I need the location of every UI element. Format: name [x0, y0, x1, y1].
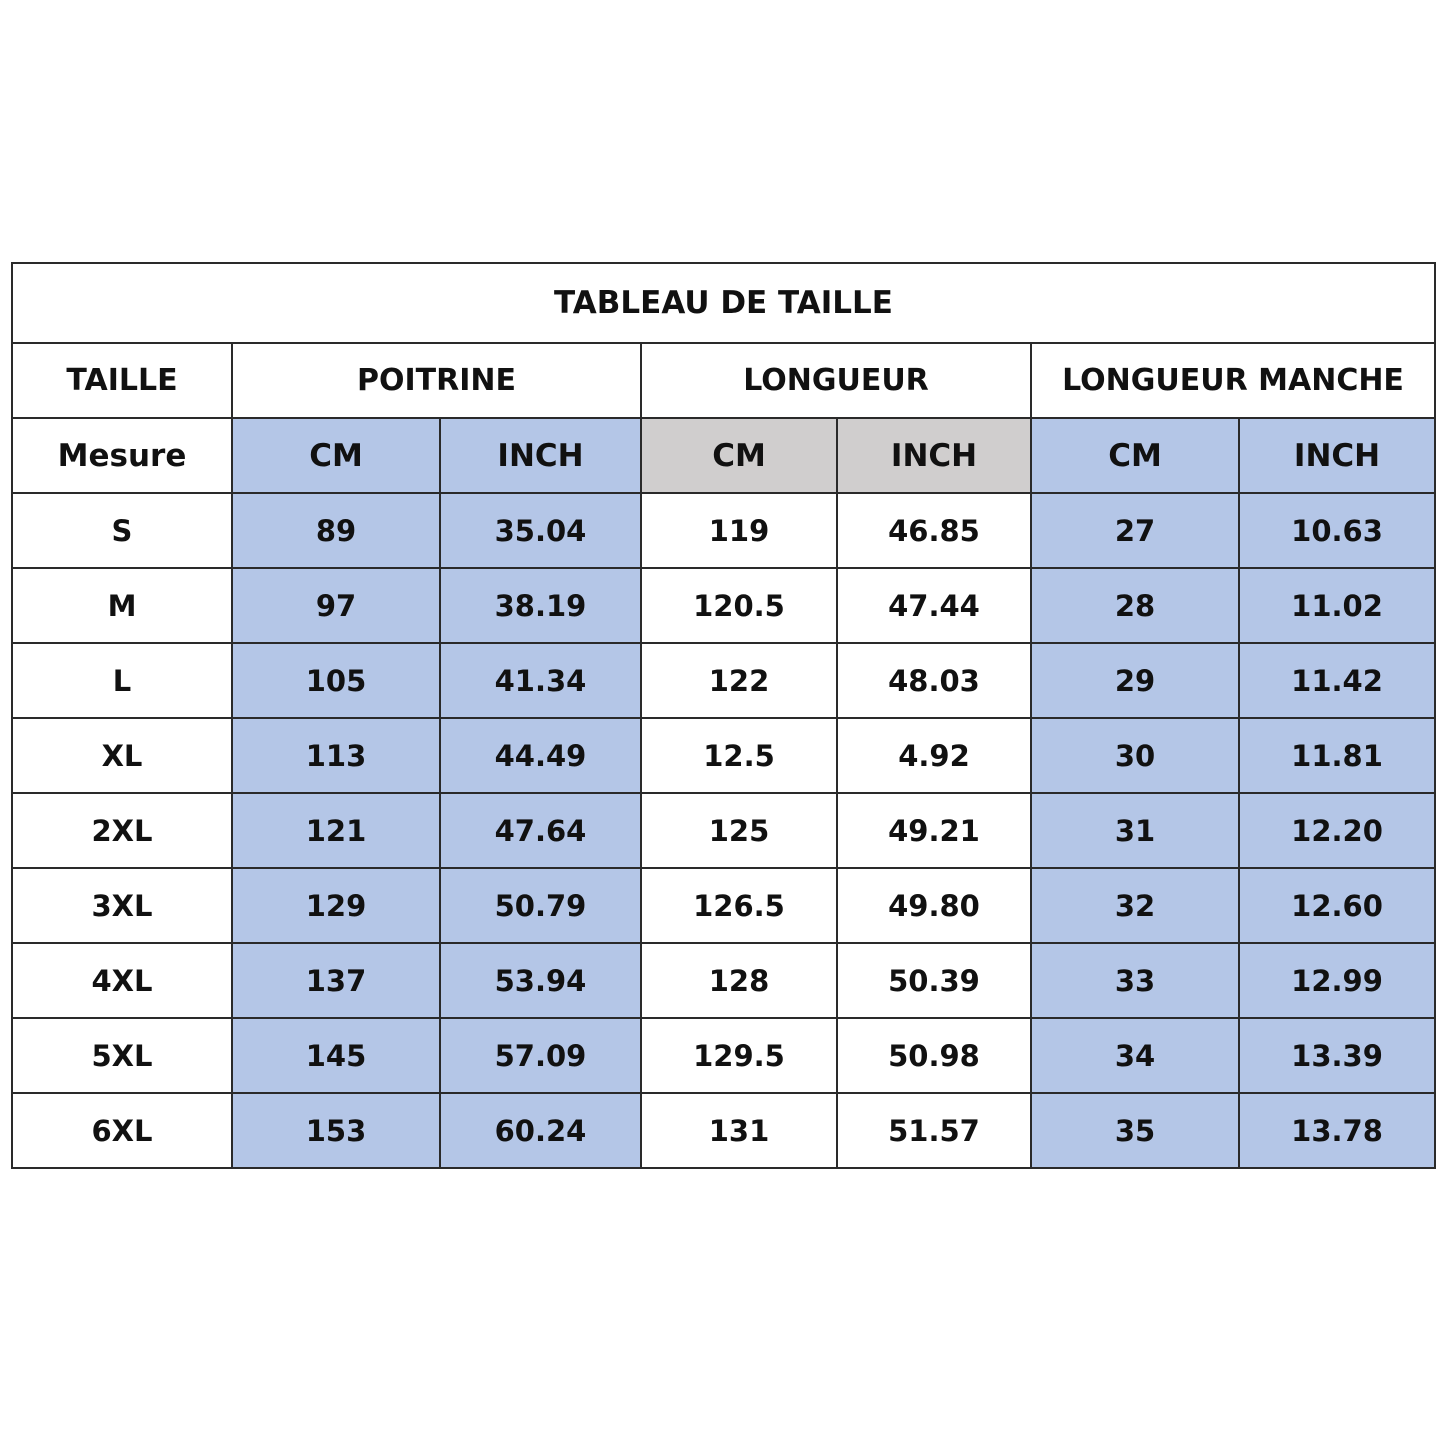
cell-chest-cm: 145 [232, 1018, 440, 1093]
unit-header-chest-cm: CM [232, 418, 440, 493]
cell-chest-inch: 41.34 [440, 643, 641, 718]
cell-chest-cm: 89 [232, 493, 440, 568]
size-label: S [12, 493, 232, 568]
cell-chest-cm: 113 [232, 718, 440, 793]
cell-length-cm: 131 [641, 1093, 837, 1168]
unit-header-chest-inch: INCH [440, 418, 641, 493]
table-row [12, 868, 1435, 943]
cell-sleeve-cm: 32 [1031, 868, 1239, 943]
cell-length-cm: 125 [641, 793, 837, 868]
cell-sleeve-cm: 29 [1031, 643, 1239, 718]
cell-length-inch: 50.98 [837, 1018, 1031, 1093]
table-row [12, 793, 1435, 868]
cell-sleeve-cm: 30 [1031, 718, 1239, 793]
cell-chest-cm: 97 [232, 568, 440, 643]
size-label: 3XL [12, 868, 232, 943]
cell-sleeve-cm: 33 [1031, 943, 1239, 1018]
table-row [12, 1093, 1435, 1168]
cell-sleeve-cm: 31 [1031, 793, 1239, 868]
group-header-row [12, 343, 1435, 418]
cell-sleeve-inch: 10.63 [1239, 493, 1435, 568]
cell-chest-cm: 153 [232, 1093, 440, 1168]
cell-length-cm: 122 [641, 643, 837, 718]
table-row [12, 718, 1435, 793]
cell-sleeve-inch: 13.78 [1239, 1093, 1435, 1168]
table-title: TABLEAU DE TAILLE [12, 263, 1435, 343]
size-label: 2XL [12, 793, 232, 868]
group-header-chest: POITRINE [232, 343, 641, 418]
cell-chest-inch: 57.09 [440, 1018, 641, 1093]
cell-length-inch: 47.44 [837, 568, 1031, 643]
table-body [12, 263, 1435, 1168]
cell-sleeve-inch: 11.02 [1239, 568, 1435, 643]
cell-chest-inch: 35.04 [440, 493, 641, 568]
cell-length-inch: 49.21 [837, 793, 1031, 868]
size-label: 4XL [12, 943, 232, 1018]
cell-sleeve-inch: 12.99 [1239, 943, 1435, 1018]
table-row [12, 943, 1435, 1018]
cell-length-cm: 128 [641, 943, 837, 1018]
cell-length-cm: 120.5 [641, 568, 837, 643]
cell-sleeve-cm: 34 [1031, 1018, 1239, 1093]
table-row [12, 1018, 1435, 1093]
cell-sleeve-inch: 13.39 [1239, 1018, 1435, 1093]
cell-sleeve-cm: 28 [1031, 568, 1239, 643]
cell-length-cm: 119 [641, 493, 837, 568]
cell-chest-cm: 129 [232, 868, 440, 943]
cell-sleeve-inch: 12.20 [1239, 793, 1435, 868]
cell-length-inch: 4.92 [837, 718, 1031, 793]
cell-sleeve-inch: 11.42 [1239, 643, 1435, 718]
cell-chest-inch: 47.64 [440, 793, 641, 868]
cell-chest-inch: 60.24 [440, 1093, 641, 1168]
cell-length-inch: 46.85 [837, 493, 1031, 568]
size-label: 6XL [12, 1093, 232, 1168]
cell-chest-inch: 44.49 [440, 718, 641, 793]
size-label: XL [12, 718, 232, 793]
size-label: 5XL [12, 1018, 232, 1093]
title-row [12, 263, 1435, 343]
cell-sleeve-cm: 35 [1031, 1093, 1239, 1168]
unit-header-sleeve-inch: INCH [1239, 418, 1435, 493]
cell-length-inch: 51.57 [837, 1093, 1031, 1168]
cell-length-cm: 126.5 [641, 868, 837, 943]
table-row [12, 493, 1435, 568]
size-header: TAILLE [12, 343, 232, 418]
cell-chest-inch: 53.94 [440, 943, 641, 1018]
cell-chest-cm: 105 [232, 643, 440, 718]
cell-chest-cm: 137 [232, 943, 440, 1018]
size-chart-table [11, 262, 1436, 1169]
cell-length-cm: 129.5 [641, 1018, 837, 1093]
cell-length-inch: 49.80 [837, 868, 1031, 943]
cell-sleeve-inch: 12.60 [1239, 868, 1435, 943]
cell-sleeve-cm: 27 [1031, 493, 1239, 568]
cell-chest-inch: 38.19 [440, 568, 641, 643]
unit-header-row [12, 418, 1435, 493]
cell-chest-inch: 50.79 [440, 868, 641, 943]
size-label: L [12, 643, 232, 718]
cell-length-inch: 48.03 [837, 643, 1031, 718]
cell-sleeve-inch: 11.81 [1239, 718, 1435, 793]
unit-header-sleeve-cm: CM [1031, 418, 1239, 493]
group-header-length: LONGUEUR [641, 343, 1031, 418]
group-header-sleeve-length: LONGUEUR MANCHE [1031, 343, 1435, 418]
cell-length-inch: 50.39 [837, 943, 1031, 1018]
size-label: M [12, 568, 232, 643]
cell-chest-cm: 121 [232, 793, 440, 868]
unit-header-length-cm: CM [641, 418, 837, 493]
table-row [12, 568, 1435, 643]
unit-header-length-inch: INCH [837, 418, 1031, 493]
table-row [12, 643, 1435, 718]
measure-header: Mesure [12, 418, 232, 493]
cell-length-cm: 12.5 [641, 718, 837, 793]
